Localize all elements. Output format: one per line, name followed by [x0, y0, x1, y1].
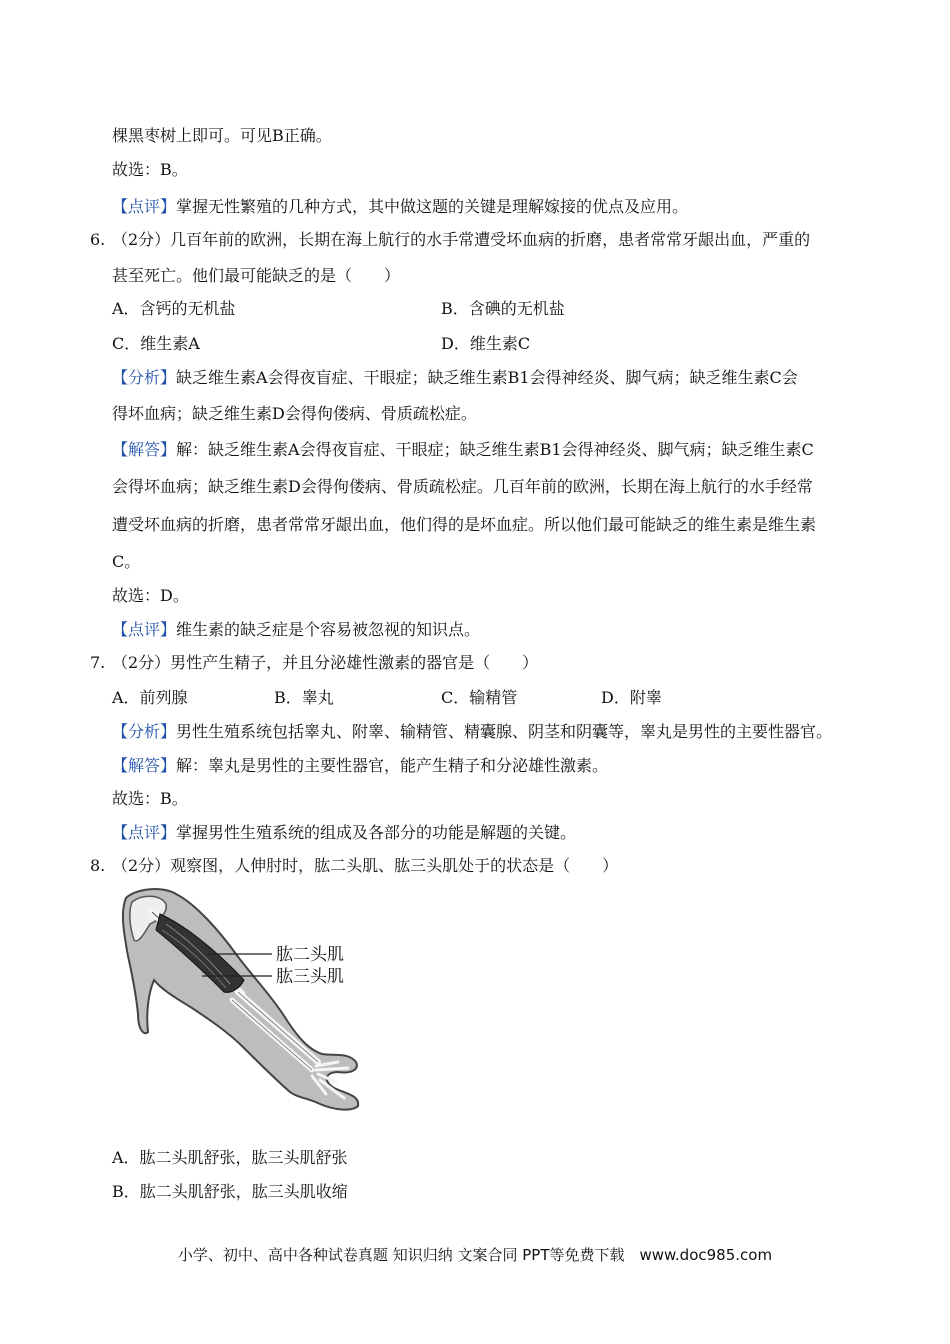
- q7-comment: [112, 823, 576, 843]
- q7-answer: [112, 756, 608, 776]
- q7-stem: （2分）男性产生精子，并且分泌雄性激素的器官是（ ）: [112, 653, 539, 672]
- q6-option-b: B．含碘的无机盐: [441, 299, 565, 318]
- q7-choice: 故选：B。: [112, 789, 188, 808]
- answer-tag: 【解答】: [112, 756, 177, 775]
- comment-tag: 【点评】: [112, 197, 177, 216]
- q5-comment: [112, 197, 688, 217]
- q6-answer-line3: 遭受坏血病的折磨，患者常常牙龈出血，他们得的是坏血症。所以他们最可能缺乏的维生素是维生素: [112, 515, 817, 534]
- q5-choice: 故选：B。: [112, 160, 188, 179]
- label-triceps: 肱三头肌: [276, 967, 344, 987]
- q8-number: 8.: [90, 856, 106, 875]
- analysis-text: 缺乏维生素A会得夜盲症、干眼症；缺乏维生素B1会得神经炎、脚气病；缺乏维生素C会: [176, 368, 798, 387]
- q6-analysis-line1: [112, 368, 798, 388]
- q6-choice: 故选：D。: [112, 586, 189, 605]
- q5-tail-text: 棵黑枣树上即可。可见B正确。: [112, 126, 332, 145]
- q8-option-a: A．肱二头肌舒张，肱三头肌舒张: [112, 1148, 348, 1167]
- q6-option-a: A．含钙的无机盐: [112, 299, 236, 318]
- analysis-tag: 【分析】: [112, 368, 177, 387]
- page-footer: 小学、初中、高中各种试卷真题 知识归纳 文案合同 PPT等免费下载 www.doc985.com: [177, 1246, 773, 1264]
- comment-text: 掌握男性生殖系统的组成及各部分的功能是解题的关键。: [176, 823, 577, 842]
- comment-text: 维生素的缺乏症是个容易被忽视的知识点。: [176, 620, 481, 639]
- q6-stem-line1: （2分）几百年前的欧洲，长期在海上航行的水手常遭受坏血病的折磨，患者常常牙龈出血，严重的: [112, 230, 811, 249]
- arm-diagram: [112, 884, 372, 1114]
- q8-option-b: B．肱二头肌舒张，肱三头肌收缩: [112, 1182, 348, 1201]
- q6-answer-line4: C。: [112, 552, 141, 571]
- analysis-text: 男性生殖系统包括睾丸、附睾、输精管、精囊腺、阴茎和阴囊等，睾丸是男性的主要性器官。: [176, 722, 833, 741]
- label-biceps: 肱二头肌: [276, 945, 344, 965]
- arm-muscle-figure: [112, 884, 372, 1114]
- q7-option-b: B．睾丸: [274, 688, 334, 707]
- answer-text: 解：睾丸是男性的主要性器官，能产生精子和分泌雄性激素。: [176, 756, 609, 775]
- q7-number: 7.: [90, 653, 106, 672]
- comment-tag: 【点评】: [112, 620, 177, 639]
- q6-analysis-line2: 得坏血病；缺乏维生素D会得佝偻病、骨质疏松症。: [112, 404, 477, 423]
- q7-option-a: A．前列腺: [112, 688, 188, 707]
- q6-option-d: D．维生素C: [441, 334, 531, 353]
- answer-tag: 【解答】: [112, 440, 177, 459]
- answer-text: 解：缺乏维生素A会得夜盲症、干眼症；缺乏维生素B1会得神经炎、脚气病；缺乏维生素C: [176, 440, 814, 459]
- q6-answer-line2: 会得坏血病；缺乏维生素D会得佝偻病、骨质疏松症。几百年前的欧洲，长期在海上航行的水手经常: [112, 477, 813, 496]
- q6-comment: [112, 620, 480, 640]
- q7-option-d: D．附睾: [601, 688, 662, 707]
- q8-stem: （2分）观察图，人伸肘时，肱二头肌、肱三头肌处于的状态是（ ）: [112, 856, 619, 875]
- analysis-tag: 【分析】: [112, 722, 177, 741]
- q6-answer-line1: [112, 440, 814, 460]
- q6-option-c: C．维生素A: [112, 334, 200, 353]
- q7-option-c: C．输精管: [441, 688, 518, 707]
- comment-tag: 【点评】: [112, 823, 177, 842]
- comment-text: 掌握无性繁殖的几种方式，其中做这题的关键是理解嫁接的优点及应用。: [176, 197, 689, 216]
- q6-number: 6.: [90, 230, 106, 249]
- q7-analysis: [112, 722, 832, 742]
- q6-stem-line2: 甚至死亡。他们最可能缺乏的是（ ）: [112, 266, 401, 285]
